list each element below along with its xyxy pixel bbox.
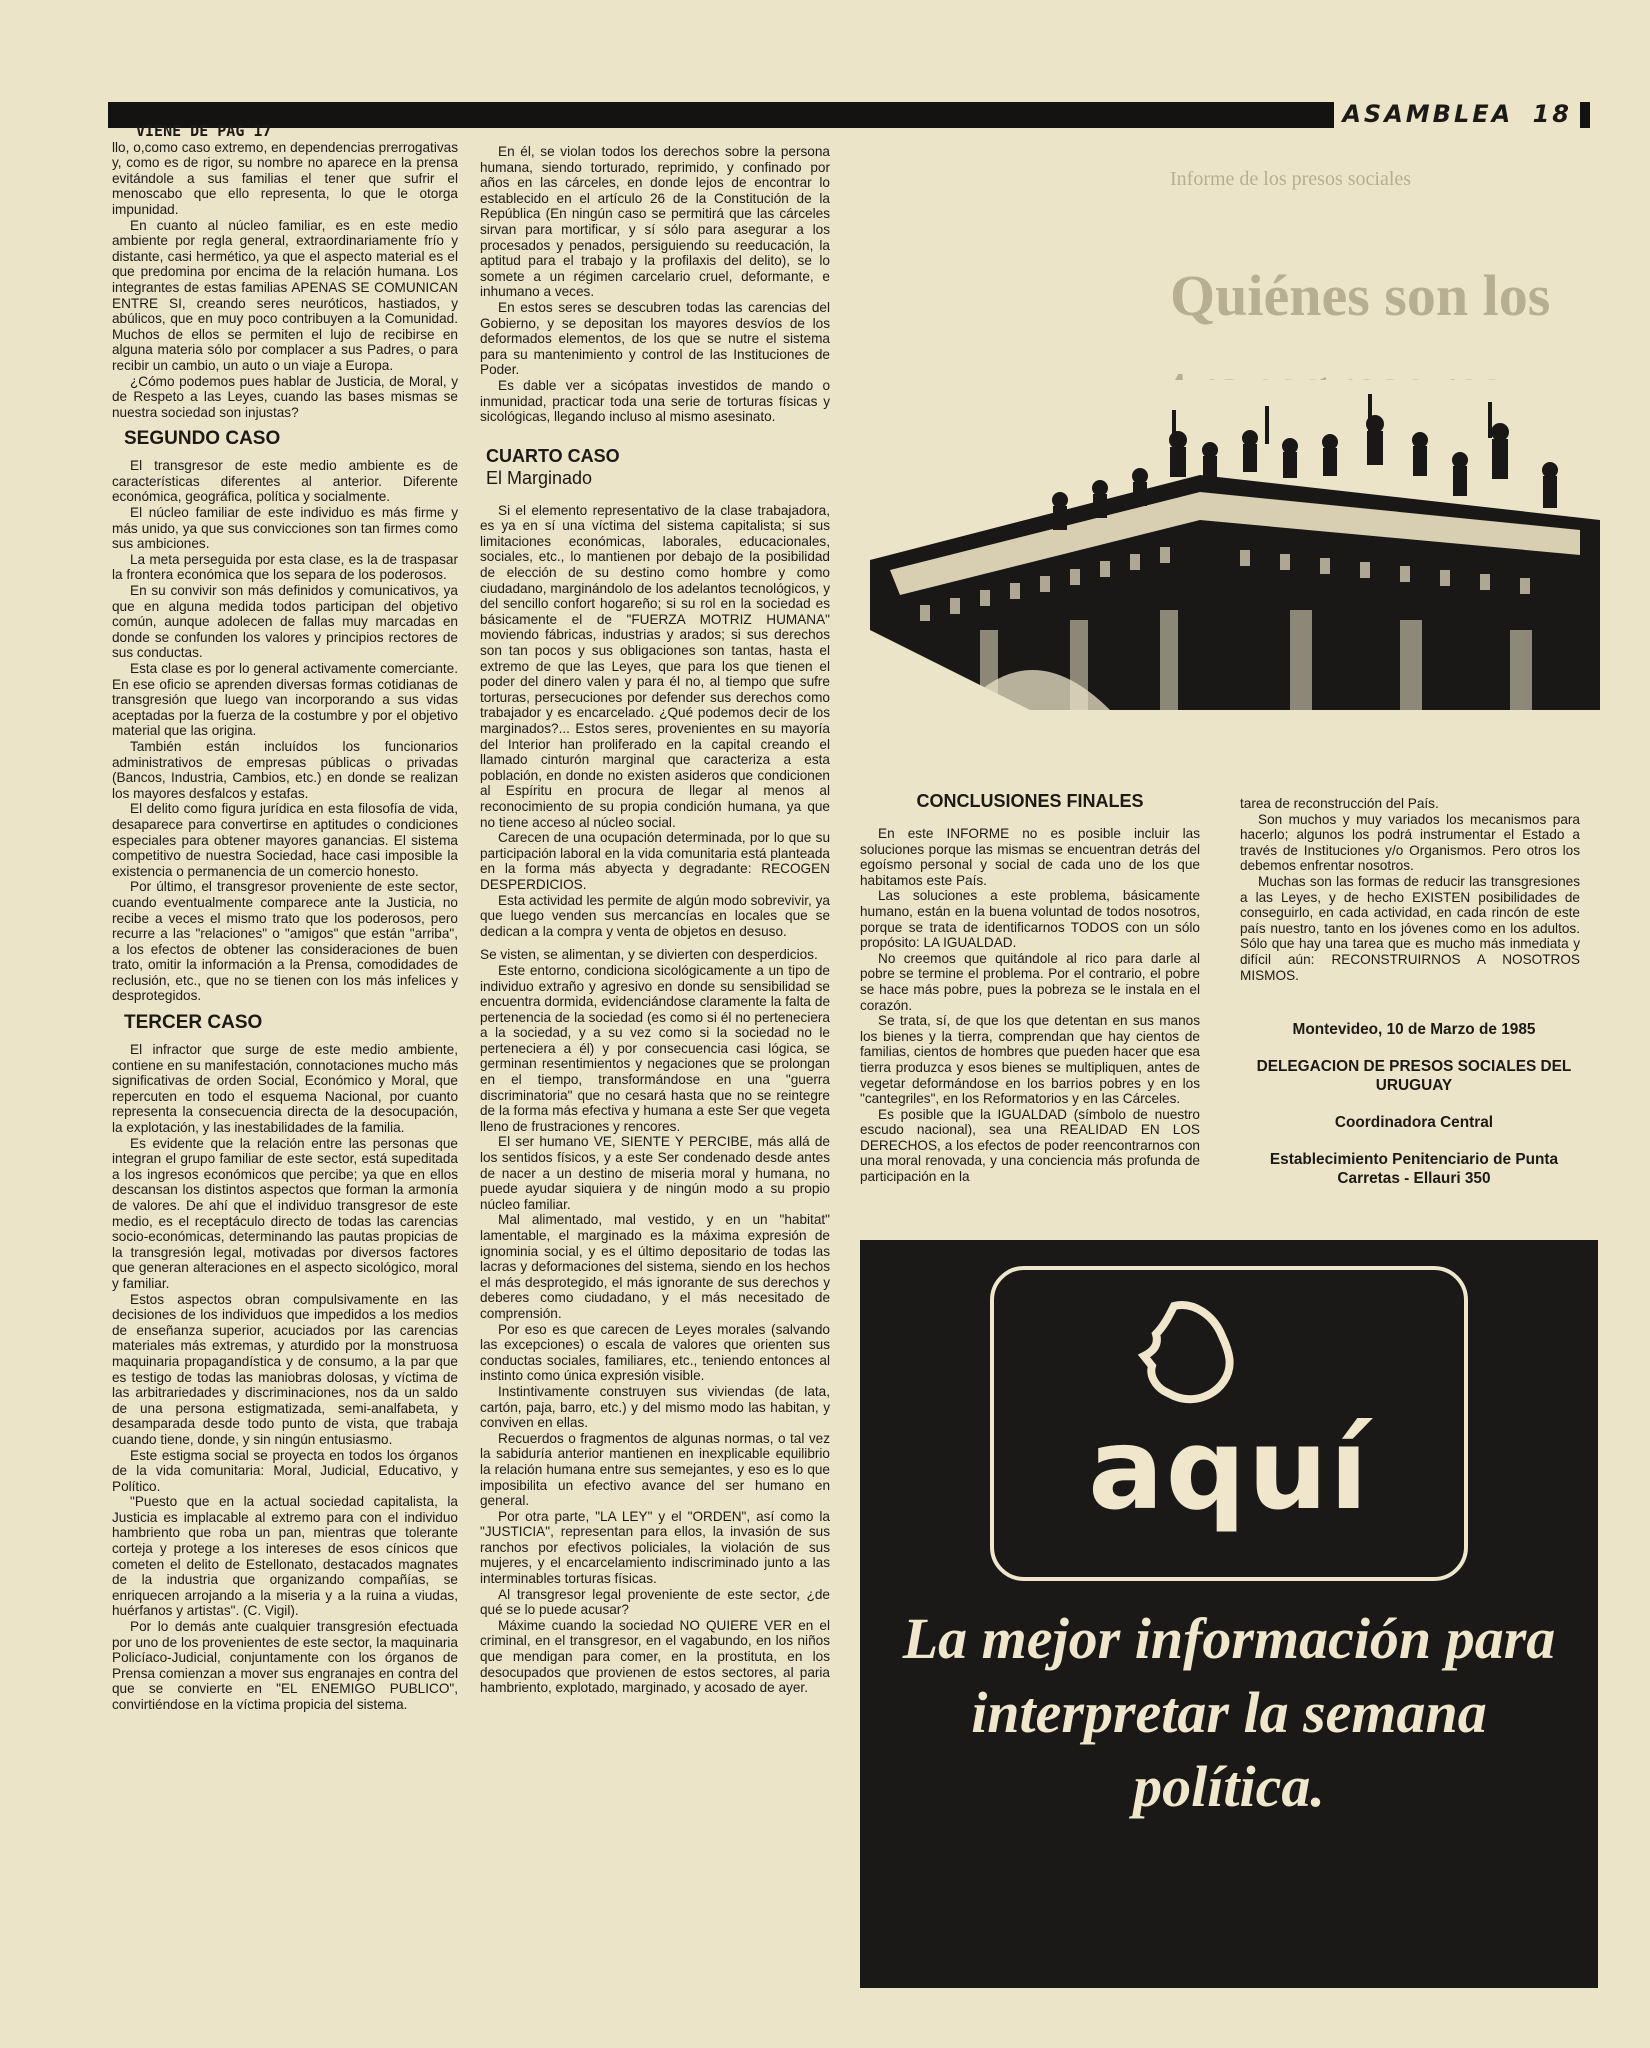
ad-slogan: La mejor información para interpretar la semana política.: [902, 1606, 1556, 1819]
country-map-icon: [1134, 1296, 1254, 1416]
paragraph: El ser humano VE, SIENTE Y PERCIBE, más allá de los sentidos físicos, y a este Ser condenado desde antes de nacer a un destino de miseria moral y humana, no puede ayudar siquiera y de ningún modo a su propio núcleo familiar.: [480, 1134, 830, 1212]
column-2: [480, 144, 830, 1696]
bleed-through-line: Informe de los presos sociales: [1170, 168, 1412, 190]
paragraph: Este entorno, condiciona sicológicamente a un tipo de individuo extraño y agresivo en donde su sensibilidad se encuentra dormida, evidenciándose claramente la falta de pertenencia de la sociedad (es como si él no perteneciera a la sociedad, y a su vez como si la sociedad no le perteneciera a él) y por consecuencia casi lógica, se germinan resentimientos y negaciones que se prolongan en el tiempo, transformándose en una "guerra discriminatoria" que no cesará hasta que no se reintegre de la forma más efectiva y humana a este Ser que vegeta lleno de frustraciones y rencores.: [480, 962, 830, 1134]
paragraph: Mal alimentado, mal vestido, y en un "habitat" lamentable, el marginado es la máxima expresión de ignominia social, y es el último depositario de todas las lacras y deformaciones del sistema, siendo en los hechos el más desprotegido, el más ignorante de sus derechos y deberes como ciudadano, y el más necesitado de comprensión.: [480, 1212, 830, 1321]
paragraph: Es posible que la IGUALDAD (símbolo de nuestro escudo nacional), sea una REALIDAD EN LOS DERECHOS, a los efectos de poder reencontrarnos con una moral renovada, y una conciencia más profunda de participación en la: [860, 1106, 1200, 1185]
paragraph: Se trata, sí, de que los que detentan en sus manos los bienes y la tierra, comprendan que hay cientos de familias, cientos de hombres que pueden hacer que esa tierra produzca y esos bienes se multipliquen, antes de vegetar deformándose en los barrios pobres y en los "cantegriles", en los Reformatorios y en las Cárceles.: [860, 1013, 1200, 1107]
column-1: [112, 124, 458, 1713]
paragraph: "Puesto que en la actual sociedad capitalista, la Justicia es implacable al extremo para con el individuo hambriento que roba un pan, mientras que tolerante corteja y protege a los intereses de esos cínicos que cometen el delito de Estellonato, destacados magnates de la industria que organizando compañías, se enriquecen arrojando a la miseria y a la ruina a viudas, huérfanos y artistas". (C. Vigil).: [112, 1494, 458, 1619]
paragraph: Es evidente que la relación entre las personas que integran el grupo familiar de este sector, está supeditada a los ingresos económicos que percibe; ya que en ellos descansan los distintos aspectos que forman la armonía de valores. De ahí que el individuo transgresor de este medio, es el receptáculo directo de todas las carencias socio-económicas, determinando las pautas propicias de la transgresión legal, motivadas por diversos factores que generan alteraciones en el aspecto sicológico, moral y familiar.: [112, 1135, 458, 1291]
paragraph: Las soluciones a este problema, básicamente humano, están en la buena voluntad de todos nosotros, porque se trata de identificarnos TODOS con un sólo propósito: LA IGUALDAD.: [860, 888, 1200, 951]
paragraph: Se visten, se alimentan, y se divierten con desperdicios.: [480, 947, 818, 963]
masthead: [1334, 99, 1580, 129]
section-subheading: El Marginado: [486, 467, 593, 488]
signature-block: [1244, 1020, 1584, 1206]
signature-delegation: DELEGACION DE PRESOS SOCIALES DEL URUGUAY: [1256, 1058, 1572, 1094]
paragraph: Instintivamente construyen sus viviendas (de lata, cartón, paja, barro, etc.) y del mismo modo las habitan, y conviven en ellas.: [480, 1383, 830, 1431]
publication-title: ASAMBLEA: [1342, 100, 1514, 128]
ad-logo-frame: [990, 1266, 1468, 1581]
paragraph: Muchas son las formas de reducir las transgresiones a las Leyes, y de hecho EXISTEN posibilidades de conseguirlo, en cada actividad, en cada rincón de este país nuestro, tanto en los jóvenes como en los adultos. Sólo que hay una tarea que es mucho más inmediata y difícil aún: RECONSTRUIRNOS A NOSOTROS MISMOS.: [1240, 873, 1580, 983]
paragraph: Esta clase es por lo general activamente comerciante. En ese oficio se aprenden diversas formas cotidianas de transgresión que luego van incorporando a sus vidas aceptadas por la fuerza de la costumbre y por el objetivo material que las origina.: [112, 661, 458, 739]
paragraph: Por otra parte, "LA LEY" y el "ORDEN", así como la "JUSTICIA", representan para ellos, la invasión de sus ranchos por efectivos policiales, la violación de sus mujeres, y el encarcelamiento indiscriminado junto a las interminables torturas físicas.: [480, 1508, 830, 1587]
section-heading-conclusiones: CONCLUSIONES FINALES: [916, 791, 1144, 811]
rooftop-protest-photo: [860, 380, 1600, 710]
paragraph: No creemos que quitándole al rico para darle al pobre se termine el problema. Por el contrario, el pobre se hace más pobre, pues la pobreza se le instala en el corazón.: [860, 950, 1200, 1013]
paragraph: Es dable ver a sicópatas investidos de mando o inmunidad, practicar toda una serie de torturas físicas y sicológicas, llegando incluso al mismo asesinato.: [480, 377, 830, 425]
advertisement: [860, 1240, 1598, 1988]
page-number: 18: [1532, 100, 1572, 128]
paragraph: ¿Cómo podemos pues hablar de Justicia, de Moral, y de Respeto a las Leyes, cuando las bases mismas se nuestra sociedad son injustas?: [112, 373, 458, 420]
paragraph: Por eso es que carecen de Leyes morales (salvando las excepciones) o escala de valores que orienten sus conductas sociales, familiares, etc., teniendo entonces al instinto como única expresión visible.: [480, 1321, 830, 1384]
paragraph: El transgresor de este medio ambiente es de características diferentes al anterior. Diferente económica, geográfica, política y socialmente.: [112, 458, 458, 505]
paragraph: El núcleo familiar de este individuo es más firme y más unido, ya que sus convicciones son tan firmes como sus ambiciones.: [112, 505, 458, 552]
paragraph: En su convivir son más definidos y comunicativos, ya que en alguna medida todos participan del objetivo común, aunque adolecen de fallas muy marcadas en donde se confunden los valores y principios rectores de sus conductas.: [112, 583, 458, 661]
paragraph: llo, o,como caso extremo, en dependencias prerrogativas y, como es de rigor, su nombre no aparece en la prensa evitándole a sus familias el tener que sufrir el menoscabo que ello representa, lo que le otorga impunidad.: [112, 139, 458, 217]
paragraph: Al transgresor legal proveniente de este sector, ¿de qué se lo puede acusar?: [480, 1586, 830, 1618]
paragraph: Recuerdos o fragmentos de algunas normas, o tal vez la sabiduría anterior mantienen en inexplicable equilibrio la relación humana entre sus semejantes, y eso es lo que imposibilita un efectivo avance del ser humano en general.: [480, 1430, 830, 1509]
signature-establishment: Establecimiento Penitenciario de Punta Carretas - Ellauri 350: [1269, 1151, 1559, 1187]
paragraph: La meta perseguida por esta clase, es la de traspasar la frontera económica que los separa de los poderosos.: [112, 551, 458, 583]
paragraph: Esta actividad les permite de algún modo sobrevivir, ya que luego venden sus mercancías en locales que se dedican a la compra y venta de objetos en desuso.: [480, 892, 830, 939]
continued-from-label: VIENE DE PAG 17: [136, 122, 272, 140]
bleed-through-headline: Quiénes son los: [1170, 263, 1551, 328]
paragraph: También están incluídos los funcionarios administrativos de empresas públicas o privadas (Bancos, Industria, Cambios, etc.) en donde se realizan los mayores desfalcos y estafas.: [112, 738, 458, 801]
signature-date: Montevideo, 10 de Marzo de 1985: [1292, 1021, 1536, 1038]
paragraph: Si el elemento representativo de la clase trabajadora, es ya en sí una víctima del sistema capitalista; si sus limitaciones económicas, laborales, educacionales, sociales, etc., lo mantienen por debajo de la posibilidad de elección de su destino como hombre y como ciudadano, marginándolo de los adelantos tecnológicos, y del sencillo confort hogareño; si su rol en la sociedad es básicamente el de "FUERZA MOTRIZ HUMANA" moviendo fábricas, industrias y arados; si sus derechos son tan pocos y sus obligaciones son tantas, hasta el extremo de que las Leyes, que para los que tienen el poder del dinero valen y para él no, al tiempo que sufre torturas, persecuciones por defender sus derechos como trabajador y es encarcelado. ¿Qué podemos decir de los marginados?... Estos seres, provenientes en su mayoría del Interior han proliferado en la capital creando el llamado cinturón marginal que caracteriza a esta población, en donde no existen asideros que condicionen al Espíritu en procura de llegar al menos al reconocimiento de su propia condición humana, ya que no tiene acceso al núcleo social.: [480, 502, 830, 830]
paragraph: En él, se violan todos los derechos sobre la persona humana, siendo torturado, reprimido, y confinado por años en las cárceles, en donde lejos de encontrar lo establecido en el artículo 26 de la Constitución de la República (En ningún caso se permitirá que las cárceles sirvan para mortificar, y sí sólo para asegurar a los procesados y penados, persiguiendo su reeducación, la aptitud para el trabajo y la profilaxis del delito), se lo somete a un régimen carcelario cruel, deformante, e inhumano a veces.: [480, 144, 830, 300]
paragraph: Son muchos y muy variados los mecanismos para hacerlo; algunos los podrá instrumentar el Estado a través de Instituciones y/o Organismos. Pero otros los debemos enfrentar nosotros.: [1240, 811, 1580, 874]
paragraph: En cuanto al núcleo familiar, es en este medio ambiente por regla general, extraordinariamente frío y distante, casi hermético, ya que el aspecto material es el que predomina por encima de la relación humana. Los integrantes de estas familias APENAS SE COMUNICAN ENTRE SI, creando seres neuróticos, hastiados, y abúlicos, que en muy poco contribuyen a la Comunidad. Muchos de ellos se permiten el lujo de recibirse en alguna materia sólo por complacer a sus Padres, o para recibir un cambio, un auto o un viaje a Europa.: [112, 217, 458, 373]
paragraph: Máxime cuando la sociedad NO QUIERE VER en el criminal, en el transgresor, en el vagabundo, en los niños que mendigan para comer, en la prostituta, en los desocupados que provienen de estos sectores, al paria hambriento, explotado, marginado, y acosado de ayer.: [480, 1617, 830, 1696]
paragraph: Este estigma social se proyecta en todos los órganos de la vida comunitaria: Moral, Judicial, Educativo, y Político.: [112, 1447, 458, 1494]
paragraph: El infractor que surge de este medio ambiente, contiene en su manifestación, connotaciones mucho más significativas de orden Social, Económico y Moral, que repercuten en todo el esquema Nacional, por cuanto representa la consecuencia directa de la desocupación, la explotación, y las inestabilidades de la familia.: [112, 1042, 458, 1136]
column-4: [1240, 796, 1580, 983]
paragraph: Carecen de una ocupación determinada, por lo que su participación laboral en la vida comunitaria está planteada en la forma más abyecta y degradante: RECOGEN DESPERDICIOS.: [480, 830, 830, 892]
paragraph: En estos seres se descubren todas las carencias del Gobierno, y se depositan los mayores desvíos de los deformados elementos, de los que se nutre el sistema para su mantenimiento y control de las Instituciones de Poder.: [480, 299, 830, 378]
signature-coordinator: Coordinadora Central: [1334, 1114, 1494, 1131]
paragraph: El delito como figura jurídica en esta filosofía de vida, desaparece para convertirse en aptitudes o condiciones especiales para obtener mayores ganancias. El sistema competitivo de nuestra Sociedad, hace casi imposible la existencia o permanencia de un comercio honesto.: [112, 801, 458, 879]
paragraph: En este INFORME no es posible incluir las soluciones porque las mismas se encuentran detrás del egoísmo personal y social de cada uno de los que habitamos este País.: [860, 826, 1200, 888]
section-heading-cuarto-caso: CUARTO CASO: [486, 445, 620, 466]
paragraph: Estos aspectos obran compulsivamente en las decisiones de los individuos que impedidos a los medios de enseñanza superior, acuciados por las carencias materiales más extremas, y aturdido por la monstruosa maquinaria propagandística y de consumo, a la par que es testigo de todas las maniobras dolosas, y víctima de las arbitrariedades y discriminaciones, nos da un saldo de una persona estigmatizada, semi-analfabeta, y desamparada desde todo punto de vista, que trabaja cuando tiene, donde, y sin ningún entusiasmo.: [112, 1291, 458, 1447]
paragraph: Por lo demás ante cualquier transgresión efectuada por uno de los provenientes de este sector, la maquinaria Policíaco-Judicial, conjuntamente con los órganos de Prensa comienzan a mover sus engranajes en contra del que se convierte en "EL ENEMIGO PUBLICO", convirtiéndose en la víctima propicia del sistema.: [112, 1619, 458, 1712]
column-3: [860, 790, 1200, 1185]
ad-brand: aquí: [1088, 1405, 1370, 1535]
section-heading-tercer-caso: TERCER CASO: [124, 1012, 263, 1034]
section-heading-segundo-caso: SEGUNDO CASO: [124, 428, 281, 450]
paragraph: Por último, el transgresor proveniente de este sector, cuando eventualmente comparece ante la Justicia, no recibe a veces el mismo trato que los poderosos, pero recurre a las "relaciones" o "amigos" que están "arriba", a los efectos de obtener las consideraciones de buen trato, omitir la información a la Prensa, comodidades de reclusión, etc., que no se tienen con los más infelices y desprotegidos.: [112, 879, 458, 1004]
paragraph: tarea de reconstrucción del País.: [1240, 796, 1439, 811]
